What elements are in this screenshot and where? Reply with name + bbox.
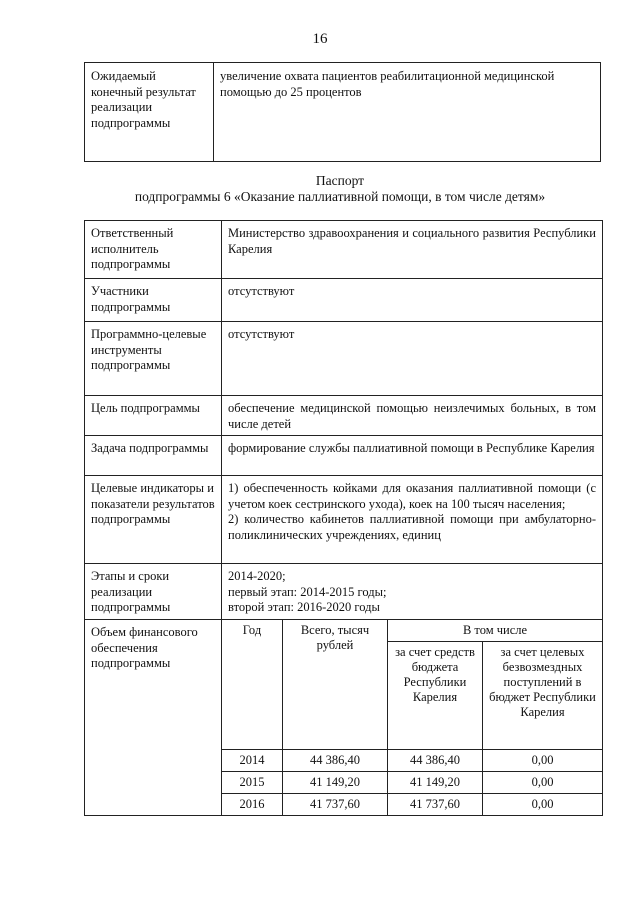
responsible-label: Ответственный исполнитель подпрограммы: [85, 221, 222, 279]
finance-row: [222, 750, 602, 772]
stages-line-2: первый этап: 2014-2015 годы;: [228, 584, 387, 599]
stages-line-1: 2014-2020;: [228, 569, 286, 583]
instruments-value: отсутствуют: [222, 322, 603, 396]
finance-table: [222, 620, 602, 815]
finance-label: Объем финансового обеспечения подпрограммы: [85, 620, 222, 816]
indicators-value: [222, 476, 603, 564]
row-finance: [85, 620, 603, 816]
passport-table: [84, 220, 603, 816]
finance-header-year: Год: [222, 620, 283, 750]
finance-value: [222, 620, 603, 816]
indicator-item-2: 2) количество кабинетов паллиативной помощи при амбулаторно-поликлинических учреждениях, единиц: [228, 512, 596, 542]
passport-title: Паспорт: [315, 173, 365, 188]
finance-budget: 44 386,40: [388, 750, 483, 772]
finance-row: [222, 772, 602, 794]
finance-total: 41 737,60: [283, 794, 388, 816]
finance-total: 41 149,20: [283, 772, 388, 794]
goal-value: обеспечение медицинской помощью неизлечимых больных, в том числе детей: [222, 396, 603, 436]
row-responsible: [85, 221, 603, 279]
finance-budget: 41 149,20: [388, 772, 483, 794]
finance-header-total: Всего, тысяч рублей: [283, 620, 388, 750]
finance-budget: 41 737,60: [388, 794, 483, 816]
finance-year: 2016: [222, 794, 283, 816]
indicator-item-1: 1) обеспеченность койками для оказания паллиативной помощи (с учетом коек сестринского ухода), коек на 100 тысяч населения;: [228, 481, 596, 511]
stages-label: Этапы и сроки реализации подпрограммы: [85, 564, 222, 620]
page-number: 16: [312, 31, 328, 47]
participants-label: Участники подпрограммы: [85, 279, 222, 322]
task-label: Задача подпрограммы: [85, 436, 222, 476]
row-stages: [85, 564, 603, 620]
expected-result-value: увеличение охвата пациентов реабилитационной медицинской помощью до 25 процентов: [214, 63, 601, 162]
expected-result-table: [84, 62, 601, 162]
task-value: формирование службы паллиативной помощи в Республике Карелия: [222, 436, 603, 476]
instruments-label: Программно-целевые инструменты подпрограммы: [85, 322, 222, 396]
goal-label: Цель подпрограммы: [85, 396, 222, 436]
passport-subtitle: подпрограммы 6 «Оказание паллиативной помощи, в том числе детям»: [134, 189, 546, 204]
finance-header-grants: за счет целевых безвозмездных поступлений в бюджет Республики Карелия: [483, 642, 603, 750]
finance-row: [222, 794, 602, 816]
stages-line-3: второй этап: 2016-2020 годы: [228, 600, 380, 614]
finance-total: 44 386,40: [283, 750, 388, 772]
expected-result-label: Ожидаемый конечный результат реализации подпрограммы: [85, 63, 214, 162]
finance-grants: 0,00: [483, 794, 603, 816]
responsible-value: Министерство здравоохранения и социального развития Республики Карелия: [222, 221, 603, 279]
stages-value: [222, 564, 603, 620]
row-participants: [85, 279, 603, 322]
finance-header-budget: за счет средств бюджета Республики Карелия: [388, 642, 483, 750]
finance-grants: 0,00: [483, 772, 603, 794]
row-task: [85, 436, 603, 476]
finance-grants: 0,00: [483, 750, 603, 772]
indicators-label: Целевые индикаторы и показатели результатов подпрограммы: [85, 476, 222, 564]
finance-header-including: В том числе: [388, 620, 603, 642]
row-indicators: [85, 476, 603, 564]
finance-year: 2014: [222, 750, 283, 772]
row-instruments: [85, 322, 603, 396]
participants-value: отсутствуют: [222, 279, 603, 322]
finance-year: 2015: [222, 772, 283, 794]
row-goal: [85, 396, 603, 436]
